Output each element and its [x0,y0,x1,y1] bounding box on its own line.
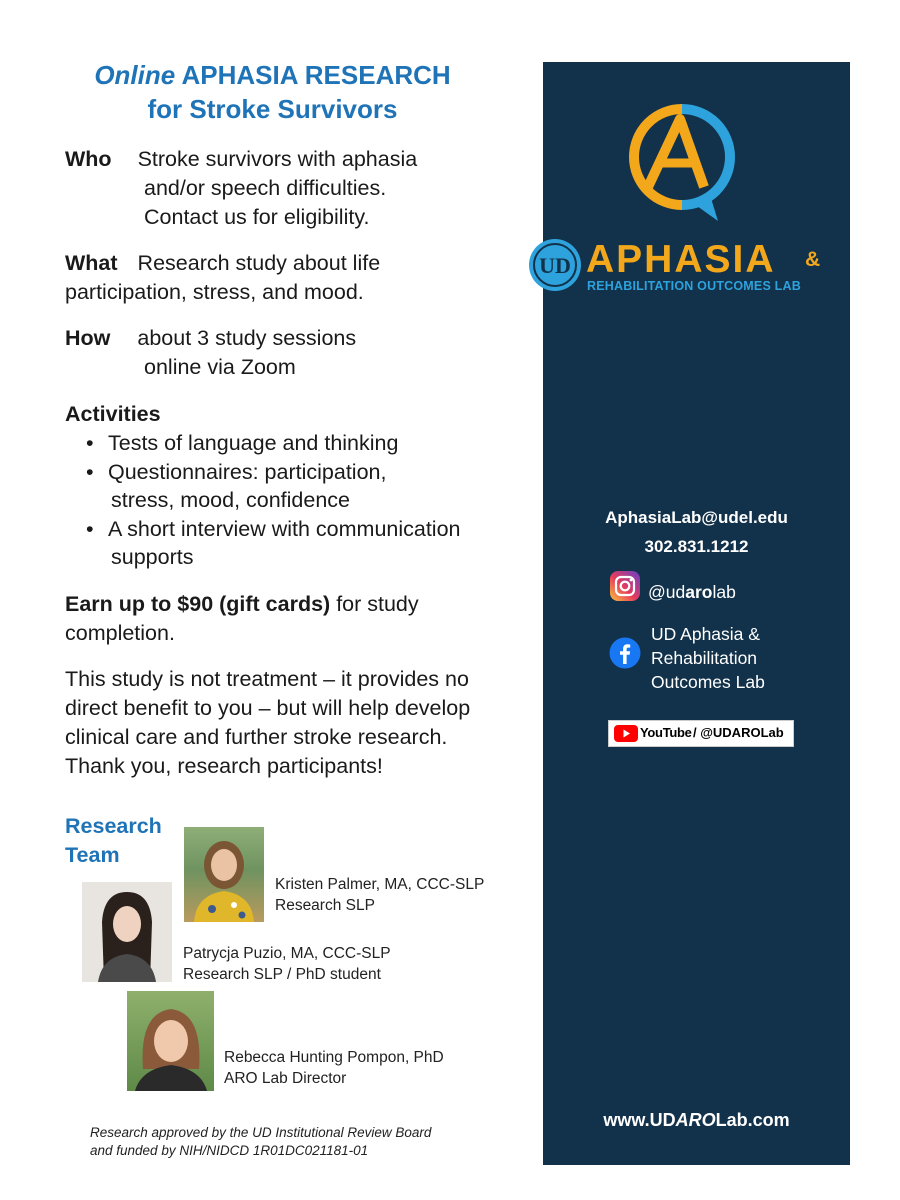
what-line1: Research study about life [137,251,381,275]
facebook-icon[interactable] [609,637,641,669]
list-item: • Tests of language and thinking [86,429,461,458]
activities-label: Activities [65,402,161,426]
team-photo-patrycja [82,882,172,982]
flyer-title [40,58,505,126]
team-member-1: Kristen Palmer, MA, CCC-SLP Research SLP [275,876,485,914]
contact-email[interactable]: AphasiaLab@udel.edu [605,508,788,527]
activities-list [86,429,461,572]
research-team-title: Research Team [65,814,162,867]
lab-subtitle: REHABILITATION OUTCOMES LAB [587,279,801,293]
who-line2: and/or speech difficulties. [144,176,387,200]
ud-badge-icon [528,238,582,292]
portrait-image [82,882,172,982]
youtube-handle[interactable]: / @UDAROLab [693,725,784,740]
youtube-play-icon [614,725,638,742]
team-photo-rebecca [127,991,214,1091]
what-section [65,249,380,307]
team-photo-kristen [184,827,264,922]
how-section [65,324,356,382]
instagram-icon[interactable] [609,570,641,602]
how-line2: online via Zoom [144,355,296,379]
who-line3: Contact us for eligibility. [144,205,370,229]
how-line1: about 3 study sessions [137,326,357,350]
youtube-label: YouTube [640,725,692,740]
list-item: • Questionnaires: participation, stress, mood, confidence [86,458,461,515]
what-line2: participation, stress, and mood. [65,280,364,304]
portrait-image [127,991,214,1091]
team-member-2: Patrycja Puzio, MA, CCC-SLP Research SLP / PhD student [183,945,391,983]
list-item: • A short interview with communication supports [86,515,461,572]
what-label: What [65,251,118,275]
earn-rest: for study [330,592,419,616]
earn-bold: Earn up to $90 (gift cards) [65,592,331,616]
website-link[interactable]: www.UDAROLab.com [603,1110,790,1130]
who-section [65,145,417,232]
disclaimer-section: This study is not treatment – it provides no direct benefit to you – but will help develop clinical care and further stroke research. Thank you, research participants! [65,667,471,778]
team-member-3: Rebecca Hunting Pompon, PhD ARO Lab Director [224,1049,444,1087]
irb-funding-note: Research approved by the UD Institutional Review Board and funded by NIH/NIDCD 1R01DC021181-01 [90,1125,432,1158]
portrait-image [184,827,264,922]
title-italic: Online [94,60,176,90]
svg-text:UD: UD [539,253,571,278]
title-line2: for Stroke Survivors [147,94,398,124]
instagram-handle[interactable]: @udarolab [648,582,736,602]
who-line1: Stroke survivors with aphasia [137,147,418,171]
title-rest: APHASIA RESEARCH [175,60,451,90]
aphasia-ampersand: & [805,248,821,271]
earn-section [65,590,419,648]
facebook-page-name[interactable]: UD Aphasia & Rehabilitation Outcomes Lab [651,624,765,692]
who-label: Who [65,147,112,171]
earn-line2: completion. [65,621,175,645]
how-label: How [65,326,111,350]
aphasia-wordmark: APHASIA [586,238,776,281]
contact-phone[interactable]: 302.831.1212 [644,537,749,556]
aq-logo-icon [618,95,748,230]
